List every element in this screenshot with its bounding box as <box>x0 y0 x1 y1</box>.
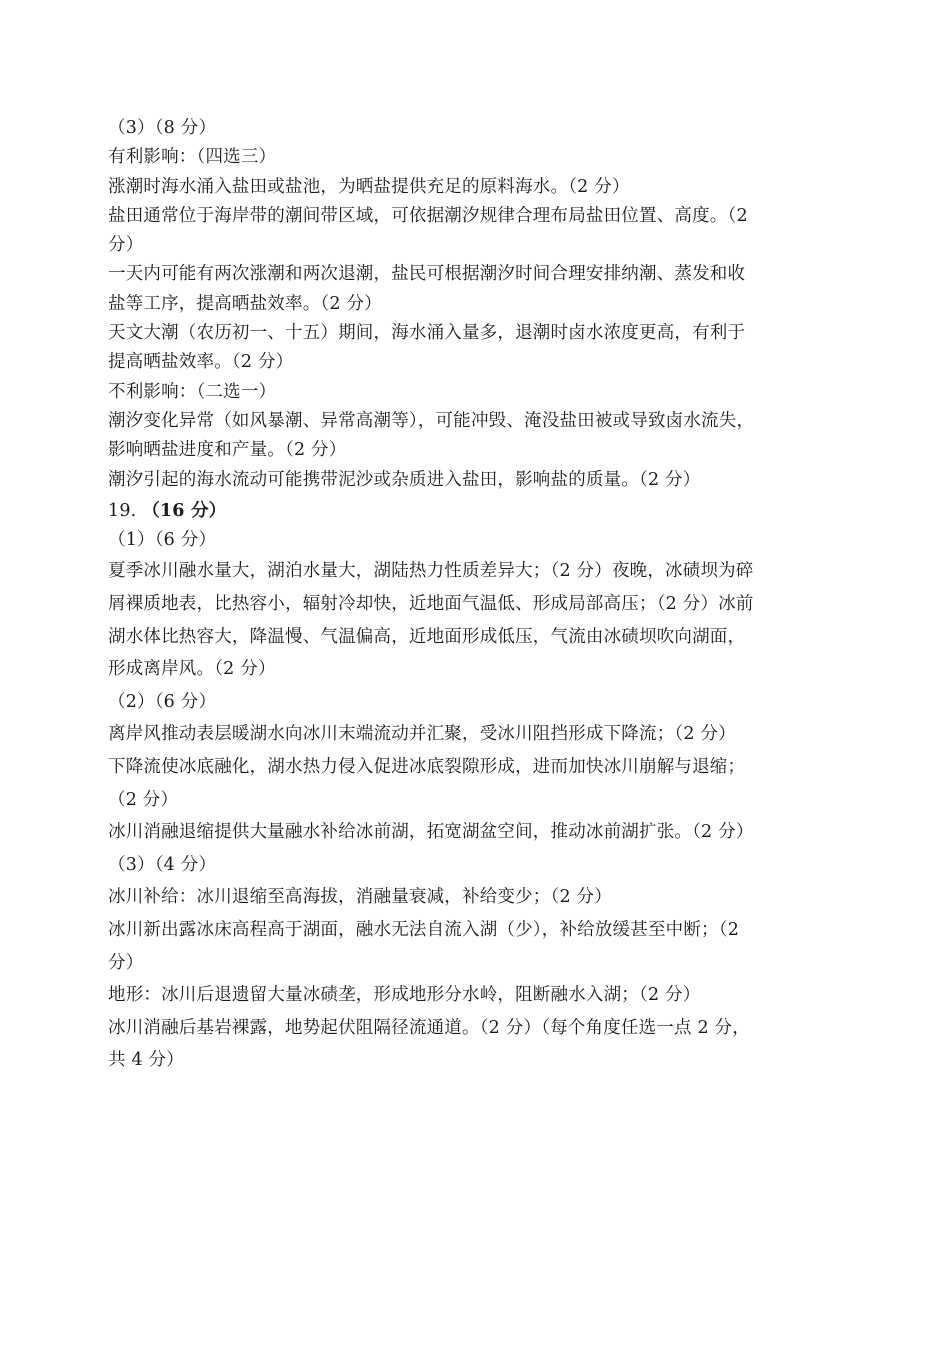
text-line: 潮汐引起的海水流动可能携带泥沙或杂质进入盐田，影响盐的质量。（2 分） <box>108 469 701 490</box>
text-line: 共 4 分） <box>108 1050 184 1071</box>
question-heading <box>108 497 844 526</box>
text-line: （1）（6 分） <box>108 530 217 551</box>
question-score: （16 分） <box>142 500 227 521</box>
text-line: 涨潮时海水涌入盐田或盐池，为晒盐提供充足的原料海水。（2 分） <box>108 176 630 197</box>
text-line: 天文大潮（农历初一、十五）期间，海水涌入量多，退潮时卤水浓度更高，有利于 <box>108 323 746 344</box>
text-line: 形成离岸风。（2 分） <box>108 659 276 680</box>
text-line: （3）（8 分） <box>108 118 217 138</box>
text-line: 冰川补给：冰川退缩至高海拔，消融量衰减，补给变少；（2 分） <box>108 887 612 908</box>
text-line: 提高晒盐效率。（2 分） <box>108 352 294 373</box>
text-line: 一天内可能有两次涨潮和两次退潮，盐民可根据潮汐时间合理安排纳潮、蒸发和收 <box>108 264 746 285</box>
text-line: （2 分） <box>108 789 179 810</box>
text-line: （2）（6 分） <box>108 691 217 712</box>
text-line: 离岸风推动表层暖湖水向冰川末端流动并汇聚，受冰川阻挡形成下降流；（2 分） <box>108 724 736 745</box>
text-line: 盐田通常位于海岸带的潮间带区域，可依据潮汐规律合理布局盐田位置、高度。（2 <box>108 205 748 226</box>
text-line: 潮汐变化异常（如风暴潮、异常高潮等），可能冲毁、淹没盐田被或导致卤水流失， <box>108 410 755 431</box>
text-line: 下降流使冰底融化，湖水热力侵入促进冰底裂隙形成，进而加快冰川崩解与退缩； <box>108 757 746 778</box>
text-line: 分） <box>108 952 144 973</box>
question-number: 19. <box>108 500 137 521</box>
text-line: 地形：冰川后退遗留大量冰碛垄，形成地形分水岭，阻断融水入湖；（2 分） <box>108 985 701 1006</box>
text-line: 不利影响：（二选一） <box>108 381 277 402</box>
answer-section-q18-part3 <box>108 114 844 495</box>
text-line: 冰川消融退缩提供大量融水补给冰前湖，拓宽湖盆空间，推动冰前湖扩张。（2 分） <box>108 822 754 843</box>
answer-document <box>108 114 844 1077</box>
text-line: 盐等工序，提高晒盐效率。（2 分） <box>108 293 382 314</box>
text-line: 湖水体比热容大，降温慢、气温偏高，近地面形成低压，气流由冰碛坝吹向湖面， <box>108 626 746 647</box>
text-line: 冰川消融后基岩裸露，地势起伏阻隔径流通道。（2 分）（每个角度任选一点 2 分， <box>108 1017 750 1038</box>
text-line: 有利影响：（四选三） <box>108 147 277 168</box>
text-line: 影响晒盐进度和产量。（2 分） <box>108 440 347 461</box>
text-line: （3）（4 分） <box>108 854 217 875</box>
text-line: 屑裸质地表，比热容小，辐射冷却快，近地面气温低、形成局部高压；（2 分）冰前 <box>108 594 754 615</box>
answer-section-q19 <box>108 526 844 1077</box>
text-line: 分） <box>108 235 144 256</box>
text-line: 夏季冰川融水量大，湖泊水量大，湖陆热力性质差异大；（2 分）夜晚，冰碛坝为碎 <box>108 561 754 582</box>
text-line: 冰川新出露冰床高程高于湖面，融水无法自流入湖（少），补给放缓甚至中断；（2 <box>108 919 740 940</box>
